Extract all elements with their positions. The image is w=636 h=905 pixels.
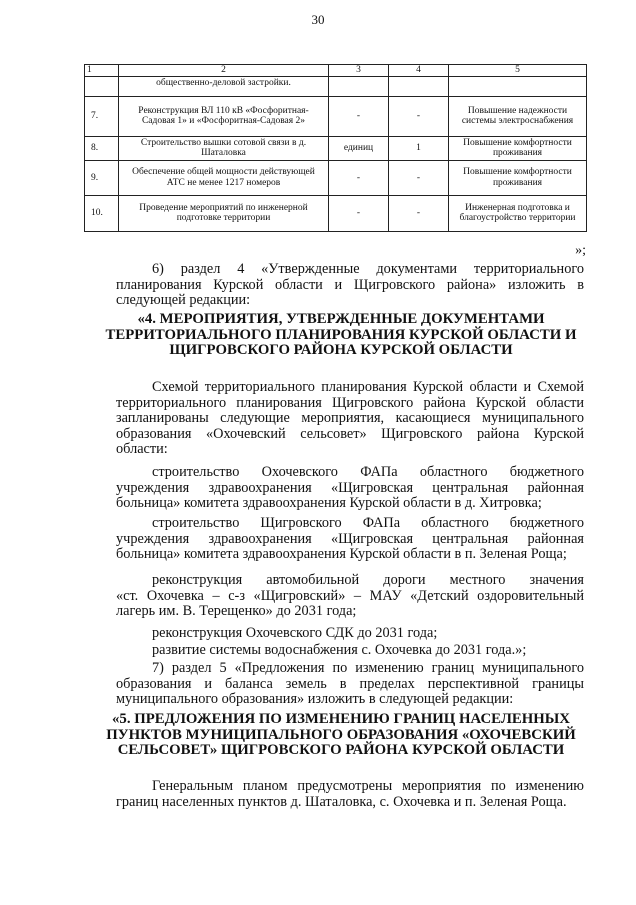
table-row [85, 96, 587, 136]
section-4-heading: «4. МЕРОПРИЯТИЯ, УТВЕРЖДЕННЫЕ ДОКУМЕНТАМИ ТЕРРИТОРИАЛЬНОГО ПЛАНИРОВАНИЯ КУРСКОЙ ОБЛАСТИ И ЩИГРОВСКОГО РАЙОНА КУРСКОЙ ОБЛАСТИ [105, 311, 577, 359]
effect-cell: Повышение комфортности проживания [449, 160, 587, 195]
table-row [85, 76, 587, 96]
intro-paragraph: Схемой территориального планирования Курской области и Схемой территориального планирования Щигровского района Курской области запланированы следующие мероприятия, касающиеся муниципального образования «Охочевский сельсовет» Щигровского района Курской области: [116, 379, 584, 458]
header-cell: 3 [329, 65, 389, 77]
table-row [85, 195, 587, 231]
header-cell: 1 [85, 65, 119, 77]
measure-item-5: развитие системы водоснабжения с. Охочевка до 2031 года.»; [152, 642, 527, 658]
table-header-row [85, 65, 587, 77]
header-cell: 2 [119, 65, 329, 77]
qty-cell: - [389, 195, 449, 231]
measure-cell: общественно-деловой застройки. [119, 76, 329, 96]
item-6-paragraph: 6) раздел 4 «Утвержденные документами территориального планирования Курской области и Щигровского района» изложить в следующей редакции: [116, 261, 584, 309]
measure-item-4: реконструкция Охочевского СДК до 2031 года; [152, 625, 438, 641]
qty-cell: 1 [389, 136, 449, 160]
row-number: 7. [85, 96, 119, 136]
unit-cell: единиц [329, 136, 389, 160]
page-number: 30 [311, 12, 325, 27]
measure-cell: Реконструкция ВЛ 110 кВ «Фосфоритная-Садовая 1» и «Фосфоритная-Садовая 2» [119, 96, 329, 136]
final-paragraph: Генеральным планом предусмотрены мероприятия по изменению границ населенных пунктов д. Шаталовка, с. Охочевка и п. Зеленая Роща. [116, 778, 584, 810]
effect-cell: Повышение надежности системы электроснабжения [449, 96, 587, 136]
effect-cell: Повышение комфортности проживания [449, 136, 587, 160]
measure-item-3: реконструкция автомобильной дороги местного значения «ст. Охочевка – с-з «Щигровский» – МАУ «Детский оздоровительный лагерь им. В. Терещенко» до 2031 года; [116, 572, 584, 620]
header-cell: 4 [389, 65, 449, 77]
measures-table [84, 64, 587, 232]
item-7-paragraph: 7) раздел 5 «Предложения по изменению границ муниципального образования и баланса земель в пределах перспективной границы муниципального образования» изложить в следующей редакции: [116, 660, 584, 708]
effect-cell: Инженерная подготовка и благоустройство территории [449, 195, 587, 231]
section-5-heading: «5. ПРЕДЛОЖЕНИЯ ПО ИЗМЕНЕНИЮ ГРАНИЦ НАСЕЛЕННЫХ ПУНКТОВ МУНИЦИПАЛЬНОГО ОБРАЗОВАНИЯ «ОХОЧЕВСКИЙ СЕЛЬСОВЕТ» ЩИГРОВСКОГО РАЙОНА КУРСКОЙ ОБЛАСТИ [106, 711, 576, 759]
row-number: 8. [85, 136, 119, 160]
header-cell: 5 [449, 65, 587, 77]
qty-cell: - [389, 160, 449, 195]
unit-cell: - [329, 96, 389, 136]
measure-cell: Строительство вышки сотовой связи в д. Шаталовка [119, 136, 329, 160]
measure-item-2: строительство Щигровского ФАПа областного бюджетного учреждения здравоохранения «Щигровская центральная районная больница» комитета здравоохранения Курской области в п. Зеленая Роща; [116, 515, 584, 563]
measure-item-1: строительство Охочевского ФАПа областного бюджетного учреждения здравоохранения «Щигровская центральная районная больница» комитета здравоохранения Курской области в д. Хитровка; [116, 464, 584, 512]
unit-cell: - [329, 195, 389, 231]
table-row [85, 136, 587, 160]
quote-end: »; [575, 243, 586, 258]
measure-cell: Обеспечение общей мощности действующей АТС не менее 1217 номеров [119, 160, 329, 195]
qty-cell: - [389, 96, 449, 136]
table-row [85, 160, 587, 195]
unit-cell: - [329, 160, 389, 195]
row-number: 9. [85, 160, 119, 195]
measure-cell: Проведение мероприятий по инженерной подготовке территории [119, 195, 329, 231]
row-number: 10. [85, 195, 119, 231]
